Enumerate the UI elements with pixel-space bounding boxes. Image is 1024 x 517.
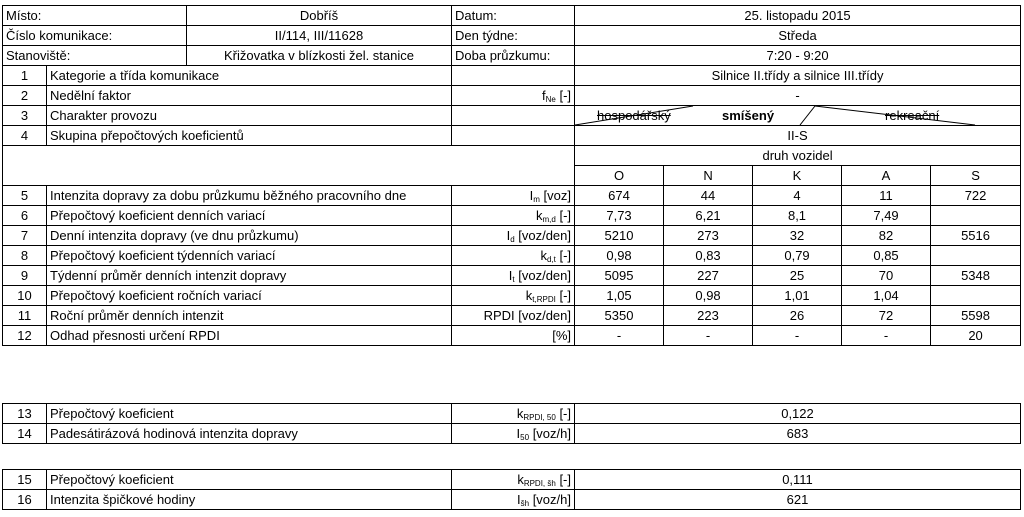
row-label: Skupina přepočtových koeficientů xyxy=(47,126,452,146)
value-cell: 72 xyxy=(842,306,931,326)
row-number: 14 xyxy=(3,424,47,444)
value-cell: 674 xyxy=(575,186,664,206)
value-cell: 0,111 xyxy=(575,470,1021,490)
row-number: 6 xyxy=(3,206,47,226)
value-cell: 621 xyxy=(575,490,1021,510)
value-cell: 7,73 xyxy=(575,206,664,226)
value-cell: - xyxy=(664,326,753,346)
row-label: Intenzita špičkové hodiny xyxy=(47,490,452,510)
header-row-misto xyxy=(3,6,1021,26)
table-row xyxy=(3,424,1021,444)
value-cell: 7,49 xyxy=(842,206,931,226)
table-row xyxy=(3,266,1021,286)
header-row-cislo xyxy=(3,26,1021,46)
value-cell: 223 xyxy=(664,306,753,326)
row-number: 13 xyxy=(3,404,47,424)
provoz-rekreacni: rekreační xyxy=(885,108,940,123)
provoz-smiseny: smíšený xyxy=(722,108,775,123)
row-label: Denní intenzita dopravy (ve dnu průzkumu) xyxy=(47,226,452,246)
unit-cell: $f_{Ne}$ [-] xyxy=(452,86,575,106)
nedelni-value: - xyxy=(575,86,1021,106)
row-number: 7 xyxy=(3,226,47,246)
value-cell: 26 xyxy=(753,306,842,326)
value-cell: 82 xyxy=(842,226,931,246)
unit-cell: $k_{RPDI, šh}$ [-] xyxy=(452,470,575,490)
value-cell xyxy=(931,206,1021,226)
cislo-label: Číslo komunikace: xyxy=(3,26,187,45)
value-cell: 722 xyxy=(931,186,1021,206)
den-label: Den týdne: xyxy=(452,26,575,46)
kategorie-value: Silnice II.třídy a silnice III.třídy xyxy=(575,66,1021,86)
datum-value: 25. listopadu 2015 xyxy=(575,6,1021,26)
table-row xyxy=(3,404,1021,424)
table-row xyxy=(3,246,1021,266)
row-number: 12 xyxy=(3,326,47,346)
value-cell: 0,122 xyxy=(575,404,1021,424)
value-cell: 11 xyxy=(842,186,931,206)
row-number: 2 xyxy=(3,86,47,106)
unit-cell: $I_t$ [voz/den] xyxy=(452,266,575,286)
value-cell: 5516 xyxy=(931,226,1021,246)
value-cell: 8,1 xyxy=(753,206,842,226)
value-cell: 5598 xyxy=(931,306,1021,326)
value-cell: 5348 xyxy=(931,266,1021,286)
value-cell: 0,98 xyxy=(575,246,664,266)
doba-label: Doba průzkumu: xyxy=(452,46,575,66)
value-cell: - xyxy=(575,326,664,346)
table-row xyxy=(3,226,1021,246)
unit-cell: RPDI [voz/den] xyxy=(452,306,575,326)
vehicle-col-n: N xyxy=(664,166,753,186)
value-cell: 683 xyxy=(575,424,1021,444)
table-row xyxy=(3,186,1021,206)
row-label: Přepočtový koeficient xyxy=(47,404,452,424)
value-cell: 0,85 xyxy=(842,246,931,266)
unit-cell: $I_m$ [voz] xyxy=(452,186,575,206)
table-row xyxy=(3,470,1021,490)
row-label: Kategorie a třída komunikace xyxy=(47,66,452,86)
value-cell: 32 xyxy=(753,226,842,246)
padesatirazova-table xyxy=(2,403,1021,444)
unit-cell: $I_d$ [voz/den] xyxy=(452,226,575,246)
value-cell xyxy=(931,286,1021,306)
row-number: 4 xyxy=(3,126,47,146)
row-1 xyxy=(3,66,1021,86)
table-row xyxy=(3,206,1021,226)
value-cell: 70 xyxy=(842,266,931,286)
value-cell: 0,83 xyxy=(664,246,753,266)
unit-cell: $k_{m,d}$ [-] xyxy=(452,206,575,226)
spickova-table xyxy=(2,469,1021,510)
unit-cell: $k_{t,RPDI}$ [-] xyxy=(452,286,575,306)
row-label: Přepočtový koeficient týdenních variací xyxy=(47,246,452,266)
value-cell: - xyxy=(753,326,842,346)
header-row-stanoviste xyxy=(3,46,1021,66)
value-cell xyxy=(931,246,1021,266)
value-cell: 5095 xyxy=(575,266,664,286)
value-cell: 6,21 xyxy=(664,206,753,226)
main-table xyxy=(2,5,1021,346)
unit-cell: $k_{d,t}$ [-] xyxy=(452,246,575,266)
table-row xyxy=(3,490,1021,510)
row-number: 9 xyxy=(3,266,47,286)
unit-cell: $I_{šh}$ [voz/h] xyxy=(452,490,575,510)
row-number: 1 xyxy=(3,66,47,86)
row-number: 8 xyxy=(3,246,47,266)
vehicle-col-o: O xyxy=(575,166,664,186)
vehicle-col-s: S xyxy=(931,166,1021,186)
vehicle-col-a: A xyxy=(842,166,931,186)
row-label: Intenzita dopravy za dobu průzkumu běžného pracovního dne xyxy=(47,186,452,206)
unit-cell: [%] xyxy=(452,326,575,346)
datum-label: Datum: xyxy=(452,6,575,26)
vehicle-header-title: druh vozidel xyxy=(575,146,1021,166)
row-label: Padesátirázová hodinová intenzita dopravy xyxy=(47,424,452,444)
row-label: Roční průměr denních intenzit xyxy=(47,306,452,326)
stanoviste-label: Stanoviště: xyxy=(3,46,187,65)
doba-value: 7:20 - 9:20 xyxy=(575,46,1021,66)
cislo-value: II/114, III/11628 xyxy=(274,28,364,43)
vehicle-header-title-row xyxy=(3,146,1021,166)
row-4 xyxy=(3,126,1021,146)
row-number: 15 xyxy=(3,470,47,490)
den-value: Středa xyxy=(575,26,1021,46)
skupina-value: II-S xyxy=(575,126,1021,146)
unit-cell: $k_{RPDI, 50}$ [-] xyxy=(452,404,575,424)
provoz-options xyxy=(575,106,1021,126)
value-cell: 1,05 xyxy=(575,286,664,306)
value-cell: 5210 xyxy=(575,226,664,246)
misto-label: Místo: xyxy=(3,6,187,25)
row-number: 5 xyxy=(3,186,47,206)
value-cell: 20 xyxy=(931,326,1021,346)
value-cell: 273 xyxy=(664,226,753,246)
row-3 xyxy=(3,106,1021,126)
value-cell: 1,04 xyxy=(842,286,931,306)
table-row xyxy=(3,286,1021,306)
value-cell: - xyxy=(842,326,931,346)
unit-cell: $I_{50}$ [voz/h] xyxy=(452,424,575,444)
row-number: 10 xyxy=(3,286,47,306)
row-label: Přepočtový koeficient ročních variací xyxy=(47,286,452,306)
row-number: 3 xyxy=(3,106,47,126)
row-label: Týdenní průměr denních intenzit dopravy xyxy=(47,266,452,286)
row-number: 16 xyxy=(3,490,47,510)
table-row xyxy=(3,306,1021,326)
value-cell: 44 xyxy=(664,186,753,206)
row-label: Nedělní faktor xyxy=(47,86,452,106)
row-label: Přepočtový koeficient xyxy=(47,470,452,490)
misto-value: Dobříš xyxy=(299,8,339,23)
data-rows xyxy=(3,186,1021,346)
provoz-hospodarsky: hospodářský xyxy=(597,108,671,123)
row-label: Přepočtový koeficient denních variací xyxy=(47,206,452,226)
value-cell: 0,79 xyxy=(753,246,842,266)
table-row xyxy=(3,326,1021,346)
stanoviste-value: Křižovatka v blízkosti žel. stanice xyxy=(223,48,415,63)
row-number: 11 xyxy=(3,306,47,326)
value-cell: 0,98 xyxy=(664,286,753,306)
value-cell: 5350 xyxy=(575,306,664,326)
vehicle-col-k: K xyxy=(753,166,842,186)
row-label: Odhad přesnosti určení RPDI xyxy=(47,326,452,346)
row-label: Charakter provozu xyxy=(47,106,452,126)
value-cell: 4 xyxy=(753,186,842,206)
value-cell: 1,01 xyxy=(753,286,842,306)
value-cell: 25 xyxy=(753,266,842,286)
value-cell: 227 xyxy=(664,266,753,286)
row-2 xyxy=(3,86,1021,106)
